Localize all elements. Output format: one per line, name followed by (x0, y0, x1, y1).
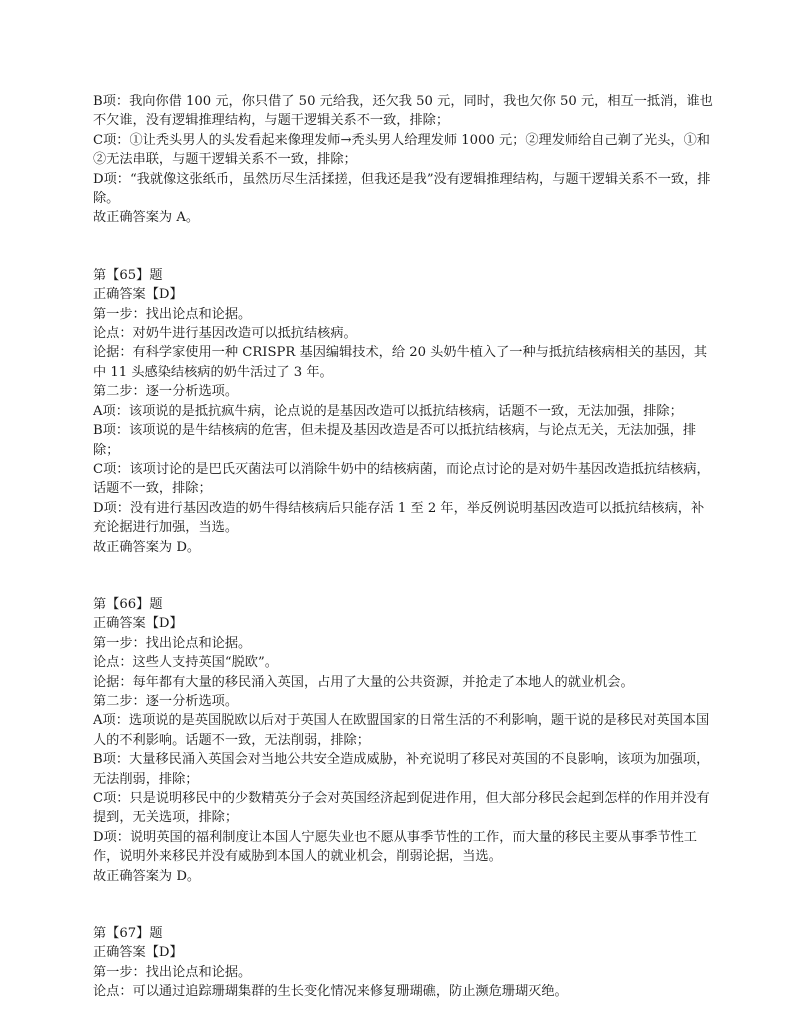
correct-answer: 正确答案【D】 (93, 287, 183, 303)
argument-evidence: 论据：每年都有大量的移民涌入英国，占用了大量的公共资源，并抢走了本地人的就业机会。 (93, 674, 634, 690)
section-gap (93, 228, 713, 266)
correct-answer: 正确答案【D】 (93, 616, 183, 632)
option-c-explanation: C项：①让秃头男人的头发看起来像理发师→秃头男人给理发师 1000 元；②理发师给自己剃了光头，①和②无法串联，与题干逻辑关系不一致，排除； (93, 132, 710, 168)
question-title: 第【66】题 (93, 596, 163, 612)
option-d-explanation: D项：说明英国的福利制度让本国人宁愿失业也不愿从事季节性的工作，而大量的移民主要从事季节性工作，说明外来移民并没有威胁到本国人的就业机会，削弱论据，当选。 (93, 829, 698, 865)
argument-evidence: 论据：有科学家使用一种 CRISPR 基因编辑技术，给 20 头奶牛植入了一种与抵抗结核病相关的基因，其中 11 头感染结核病的奶牛活过了 3 年。 (93, 345, 708, 380)
option-a-explanation: A项：该项说的是抵抗疯牛病，论点说的是基因改造可以抵抗结核病，话题不一致，无法加强，排除； (93, 403, 683, 419)
conclusion: 故正确答案为 A。 (93, 210, 200, 226)
intro-block (93, 92, 713, 228)
option-d-explanation: D项：“我就像这张纸币，虽然历尽生活揉搓，但我还是我”没有逻辑推理结构，与题干逻辑关系不一致，排除。 (93, 171, 711, 207)
question-66 (93, 595, 713, 886)
option-b-explanation: B项：大量移民涌入英国会对当地公共安全造成威胁，补充说明了移民对英国的不良影响，该项为加强项，无法削弱，排除； (93, 752, 710, 787)
question-title: 第【67】题 (93, 926, 163, 942)
argument-point: 论点：这些人支持英国“脱欧”。 (93, 655, 278, 671)
conclusion: 故正确答案为 D。 (93, 868, 201, 884)
step-two: 第二步：逐一分析选项。 (93, 384, 239, 400)
question-67 (93, 924, 713, 1002)
option-d-explanation: D项：没有进行基因改造的奶牛得结核病后只能存活 1 至 2 年，举反例说明基因改造可以抵抗结核病，补充论据进行加强，当选。 (93, 500, 705, 536)
argument-point: 论点：对奶牛进行基因改造可以抵抗结核病。 (93, 326, 357, 342)
option-c-explanation: C项：该项讨论的是巴氏灭菌法可以消除牛奶中的结核病菌，而论点讨论的是对奶牛基因改造抵抗结核病，话题不一致，排除； (93, 461, 710, 497)
question-65 (93, 266, 713, 557)
correct-answer: 正确答案【D】 (93, 945, 183, 961)
step-one: 第一步：找出论点和论据。 (93, 306, 252, 322)
step-one: 第一步：找出论点和论据。 (93, 635, 252, 651)
argument-point: 论点：可以通过追踪珊瑚集群的生长变化情况来修复珊瑚礁，防止濒危珊瑚灭绝。 (93, 984, 568, 1000)
section-gap (93, 557, 713, 595)
section-gap (93, 886, 713, 924)
option-b-explanation: B项：该项说的是牛结核病的危害，但未提及基因改造是否可以抵抗结核病，与论点无关，无法加强，排除； (93, 423, 697, 458)
document-page (93, 92, 713, 1002)
step-one: 第一步：找出论点和论据。 (93, 964, 252, 980)
question-title: 第【65】题 (93, 267, 163, 283)
option-b-explanation: B项：我向你借 100 元，你只借了 50 元给我，还欠我 50 元，同时，我也欠你 50 元，相互一抵消，谁也不欠谁，没有逻辑推理结构，与题干逻辑关系不一致，排除； (93, 94, 713, 129)
option-c-explanation: C项：只是说明移民中的少数精英分子会对英国经济起到促进作用，但大部分移民会起到怎样的作用并没有提到，无关选项，排除； (93, 791, 710, 826)
conclusion: 故正确答案为 D。 (93, 539, 201, 555)
step-two: 第二步：逐一分析选项。 (93, 693, 239, 709)
option-a-explanation: A项：选项说的是英国脱欧以后对于英国人在欧盟国家的日常生活的不利影响，题干说的是移民对英国本国人的不利影响。话题不一致，无法削弱，排除； (93, 713, 710, 748)
